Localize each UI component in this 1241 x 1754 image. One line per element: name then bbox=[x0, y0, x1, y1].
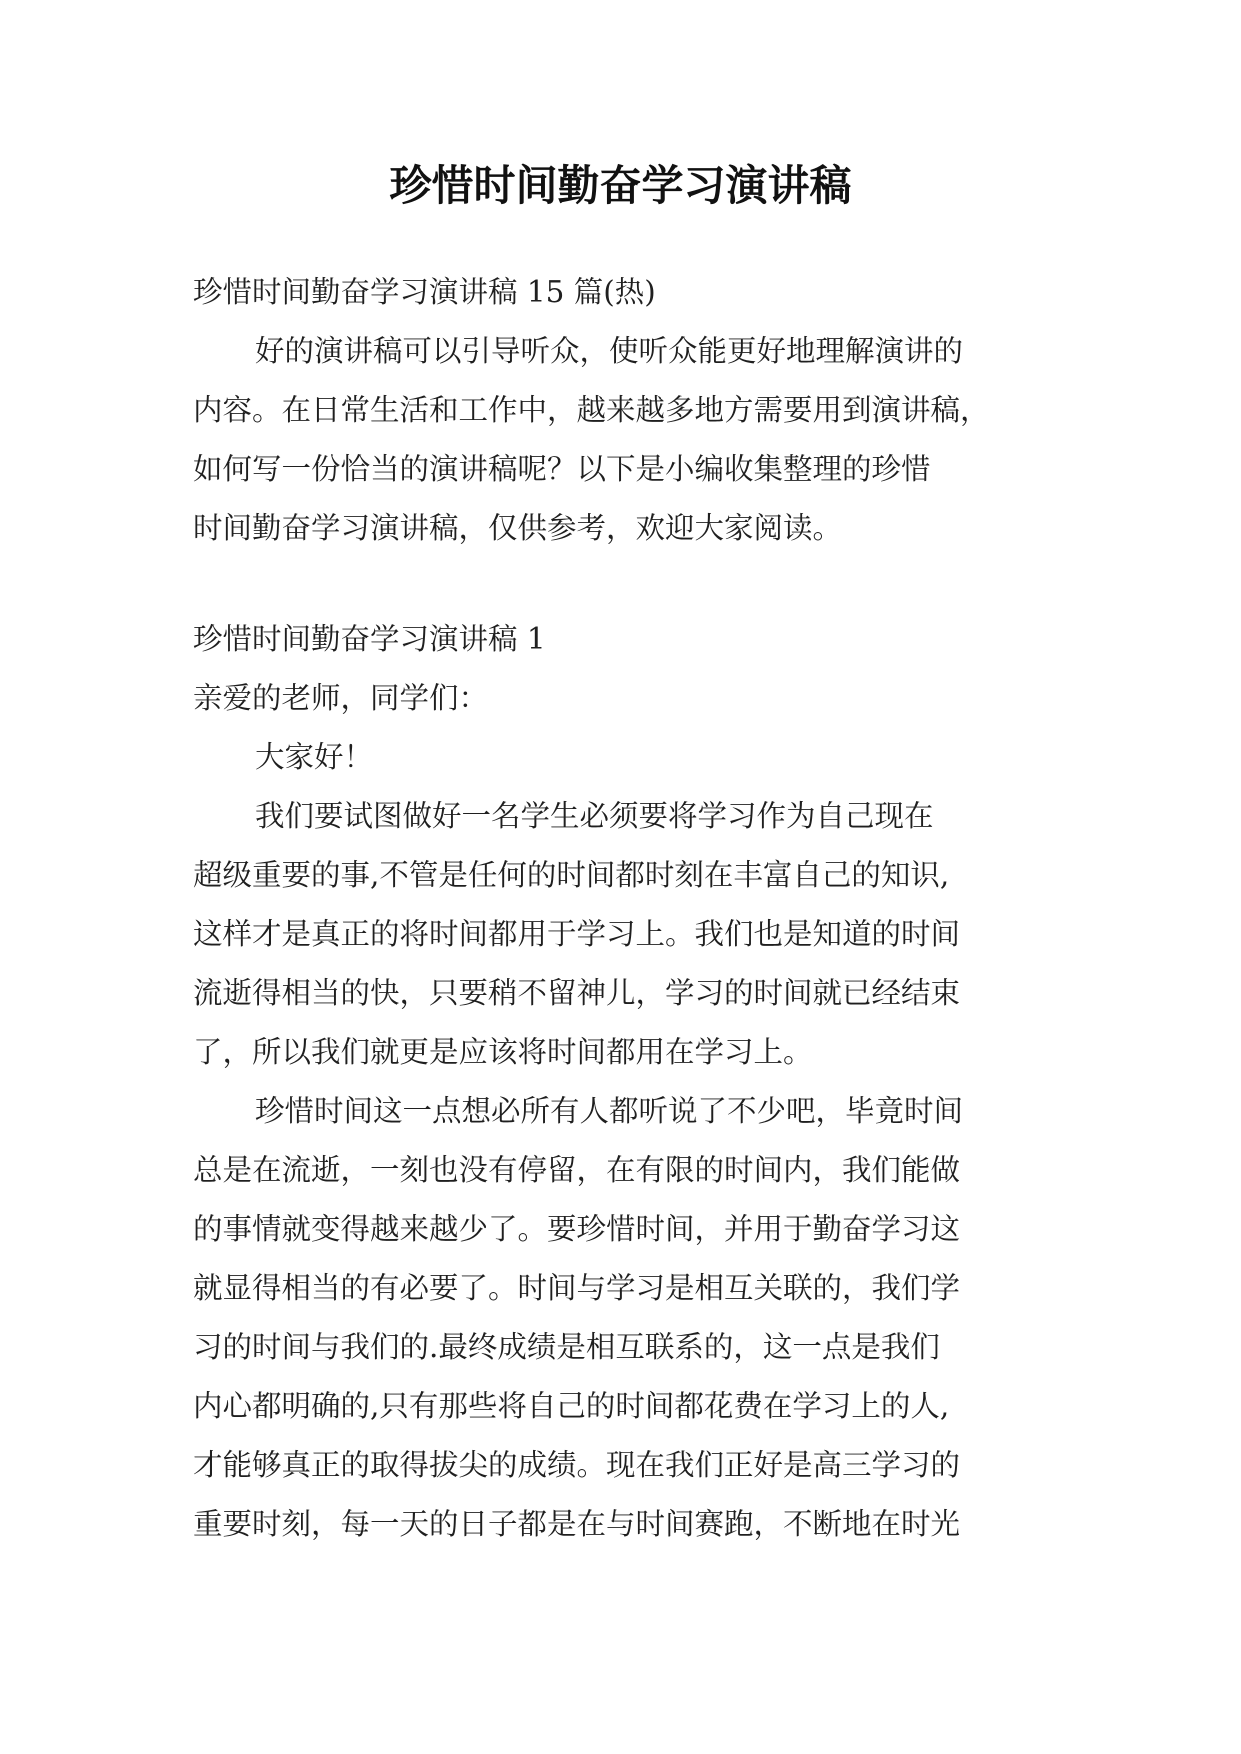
paragraph-line: 超级重要的事,不管是任何的时间都时刻在丰富自己的知识, bbox=[193, 858, 950, 892]
salutation: 亲爱的老师，同学们： bbox=[193, 681, 489, 715]
paragraph-line: 珍惜时间这一点想必所有人都听说了不少吧，毕竟时间 bbox=[255, 1094, 964, 1128]
intro-line: 好的演讲稿可以引导听众，使听众能更好地理解演讲的 bbox=[255, 334, 964, 368]
intro-line: 如何写一份恰当的演讲稿呢？以下是小编收集整理的珍惜 bbox=[193, 452, 931, 486]
greeting: 大家好！ bbox=[255, 740, 374, 774]
paragraph-line: 重要时刻，每一天的日子都是在与时间赛跑，不断地在时光 bbox=[193, 1507, 961, 1541]
intro-line: 时间勤奋学习演讲稿，仅供参考，欢迎大家阅读。 bbox=[193, 511, 843, 545]
document-subtitle: 珍惜时间勤奋学习演讲稿 15 篇(热) bbox=[193, 275, 656, 309]
paragraph-line: 了，所以我们就更是应该将时间都用在学习上。 bbox=[193, 1035, 813, 1069]
paragraph-line: 内心都明确的,只有那些将自己的时间都花费在学习上的人, bbox=[193, 1389, 950, 1423]
paragraph-line: 就显得相当的有必要了。时间与学习是相互关联的，我们学 bbox=[193, 1271, 961, 1305]
paragraph-line: 总是在流逝，一刻也没有停留，在有限的时间内，我们能做 bbox=[193, 1153, 961, 1187]
body-paragraph-2 bbox=[193, 1082, 1053, 1554]
intro-paragraph bbox=[193, 322, 1053, 558]
section-heading: 珍惜时间勤奋学习演讲稿 1 bbox=[193, 622, 546, 656]
paragraph-line: 的事情就变得越来越少了。要珍惜时间，并用于勤奋学习这 bbox=[193, 1212, 961, 1246]
paragraph-line: 我们要试图做好一名学生必须要将学习作为自己现在 bbox=[255, 799, 934, 833]
body-paragraph-1 bbox=[193, 787, 1053, 1082]
paragraph-line: 习的时间与我们的.最终成绩是相互联系的，这一点是我们 bbox=[193, 1330, 940, 1364]
paragraph-line: 这样才是真正的将时间都用于学习上。我们也是知道的时间 bbox=[193, 917, 961, 951]
paragraph-line: 流逝得相当的快，只要稍不留神儿，学习的时间就已经结束 bbox=[193, 976, 961, 1010]
document-body bbox=[193, 263, 1053, 1554]
intro-line: 内容。在日常生活和工作中，越来越多地方需要用到演讲稿， bbox=[193, 393, 990, 427]
paragraph-line: 才能够真正的取得拔尖的成绩。现在我们正好是高三学习的 bbox=[193, 1448, 961, 1482]
document-title: 珍惜时间勤奋学习演讲稿 bbox=[389, 161, 852, 210]
